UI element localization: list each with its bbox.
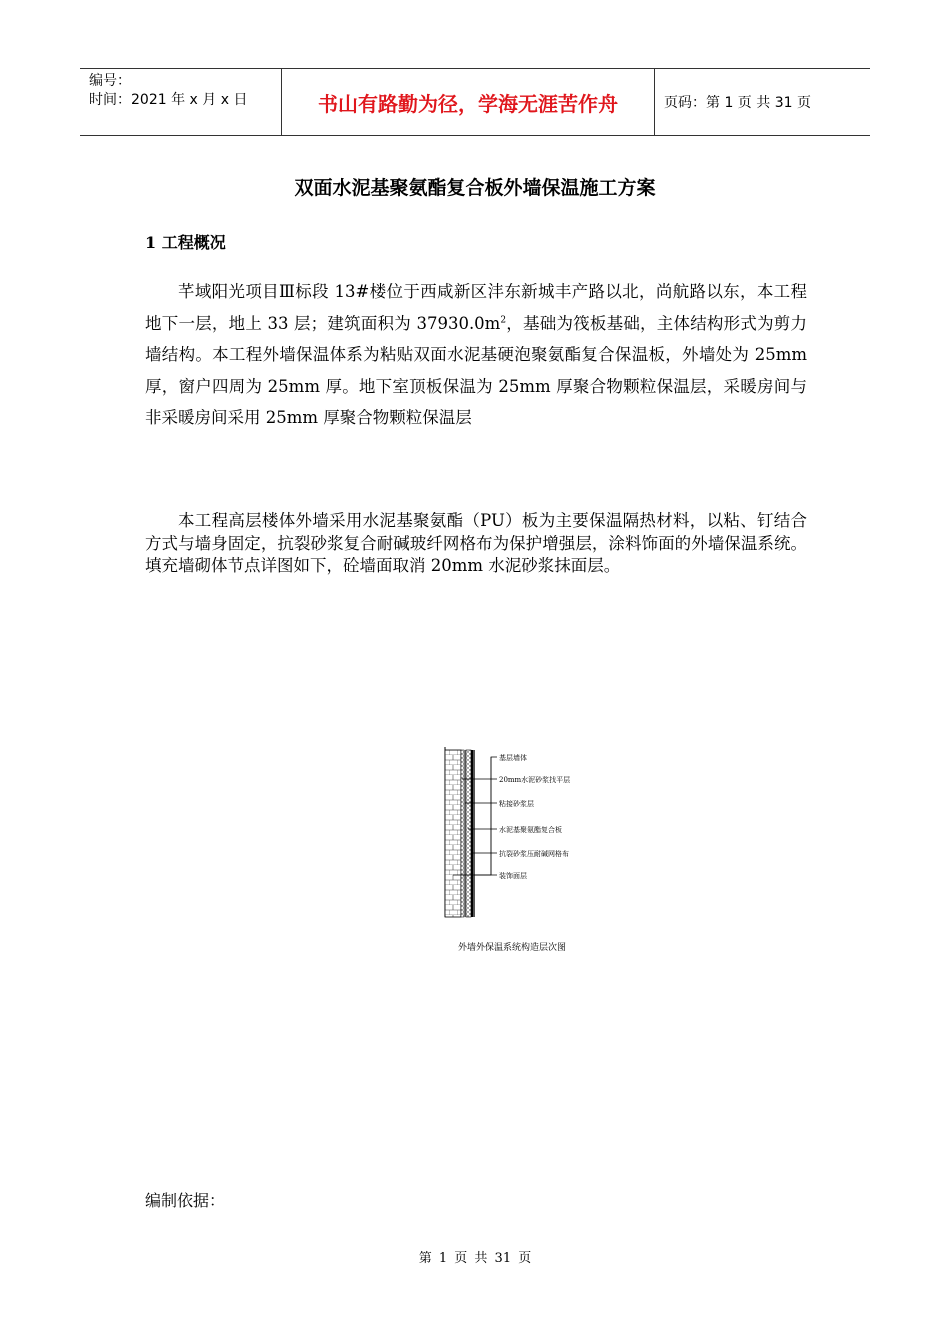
section-heading: 1 工程概况 xyxy=(145,233,226,252)
label-pu-composite-board: 水泥基聚氨酯复合板 xyxy=(499,826,562,834)
figure-caption: 外墙外保温系统构造层次图 xyxy=(458,943,567,953)
label-adhesive-mortar: 粘接砂浆层 xyxy=(499,800,534,808)
label-crack-resistant-mortar: 抗裂砂浆压耐碱网格布 xyxy=(499,850,569,858)
label-leveling-layer: 20mm水泥砂浆找平层 xyxy=(499,776,571,784)
page-footer: 第 1 页 共 31 页 xyxy=(418,1251,532,1266)
document-title: 双面水泥基聚氨酯复合板外墙保温施工方案 xyxy=(294,177,656,199)
page-header xyxy=(80,68,870,136)
overview-text-start: 芊域阳光项目Ⅲ标段 13#楼位于西咸新区沣东新城丰产路以北，尚航路以东，本工程地下一层，地上 33 层；建筑面积为 37930.0m xyxy=(145,282,807,333)
label-base-wall: 基层墙体 xyxy=(499,754,527,762)
header-slogan: 书山有路勤为径，学海无涯苦作舟 xyxy=(281,69,655,135)
system-paragraph: 本工程高层楼体外墙采用水泥基聚氨酯（PU）板为主要保温隔热材料，以粘、钉结合方式与墙身固定，抗裂砂浆复合耐碱玻纤网格布为保护增强层，涂料饰面的外墙保温系统。填充墙砌体节点详图如下，砼墙面取消 20mm 水泥砂浆抹面层。 xyxy=(145,511,807,575)
label-finish-layer: 装饰面层 xyxy=(499,872,527,880)
compile-basis-heading: 编制依据： xyxy=(145,1191,226,1210)
overview-paragraph xyxy=(145,276,807,434)
document-time-label: 时间：2021 年 x 月 x 日 xyxy=(89,92,248,108)
document-number-label: 编号： xyxy=(89,73,131,89)
header-page-label: 页码：第 1 页 共 31 页 xyxy=(664,95,811,111)
insulation-layer-diagram xyxy=(425,745,615,960)
area-unit-superscript: 2 xyxy=(500,315,507,325)
overview-text-end: ，基础为筏板基础，主体结构形式为剪力墙结构。本工程外墙保温体系为粘贴双面水泥基硬泡聚氨酯复合保温板，外墙处为 25mm 厚，窗户四周为 25mm 厚。地下室顶板保温为 25mm 厚聚合物颗粒保温层，采暖房间与非采暖房间采用 25mm 厚聚合物颗粒保温层 xyxy=(145,313,807,427)
layer-diagram-svg xyxy=(425,745,615,960)
header-meta xyxy=(80,69,281,135)
